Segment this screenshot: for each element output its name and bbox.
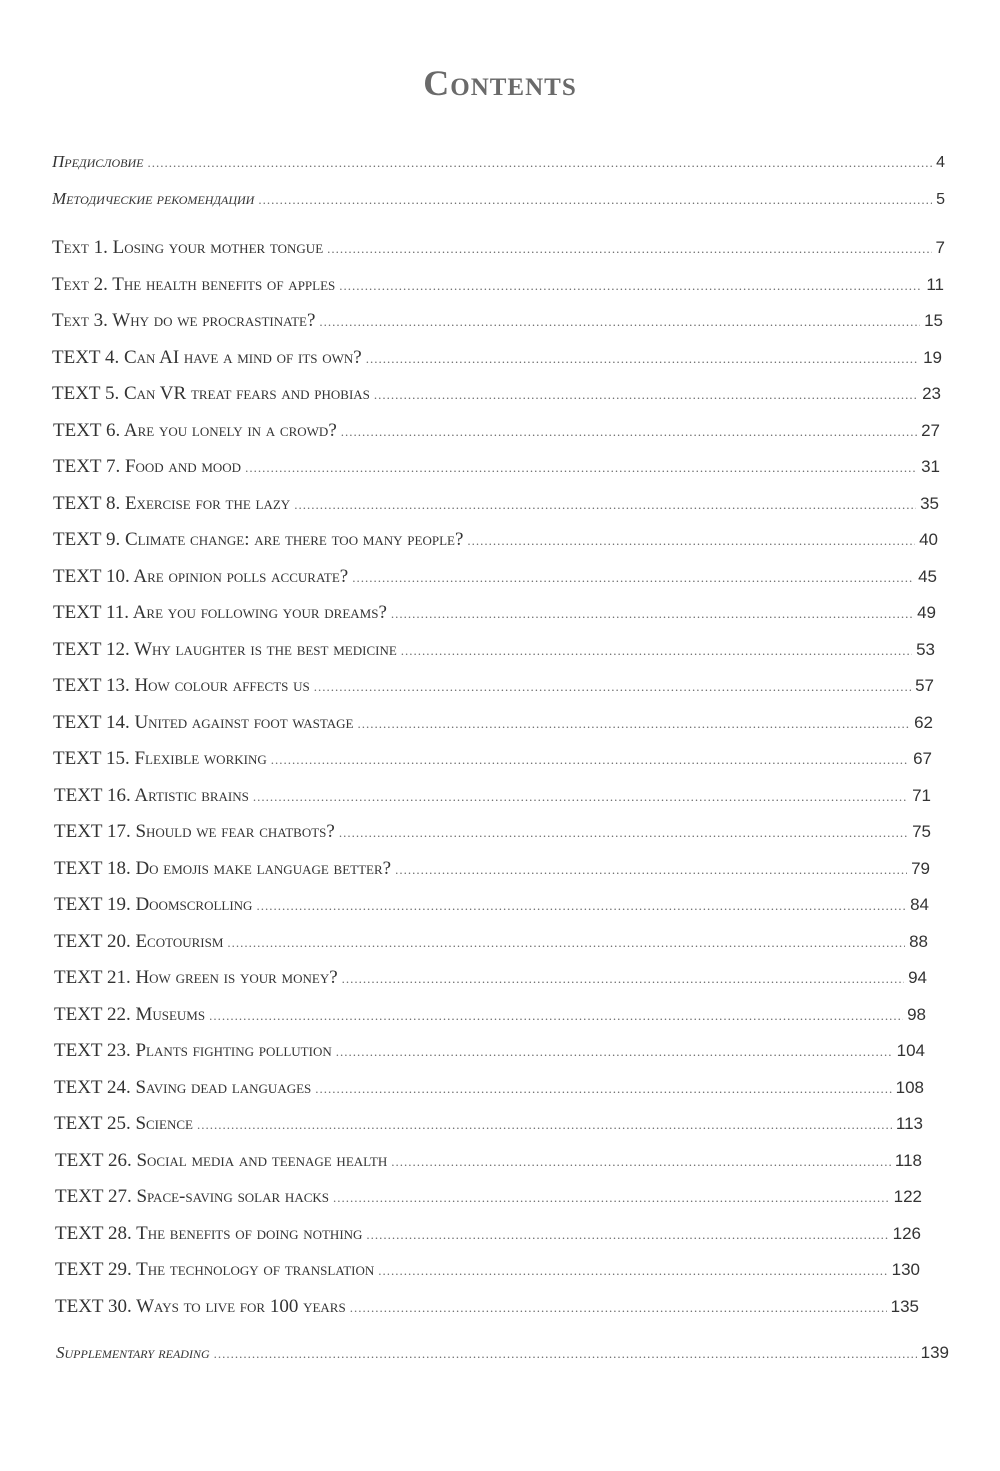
toc-entry[interactable] xyxy=(53,675,934,697)
toc-entry-page: 130 xyxy=(891,1260,920,1279)
dot-leader xyxy=(339,825,908,841)
toc-entry-title: TEXT 19. Doomscrolling xyxy=(54,894,253,915)
toc-entry-page: 98 xyxy=(907,1004,926,1024)
toc-entry-page: 19 xyxy=(923,347,942,367)
toc-entry-title: Supplementary reading xyxy=(56,1343,210,1362)
dot-leader xyxy=(258,192,932,208)
dot-leader xyxy=(341,424,917,440)
toc-entry-page: 23 xyxy=(922,384,941,403)
dot-leader xyxy=(366,351,919,367)
dot-leader xyxy=(395,862,907,878)
toc-entry-title: TEXT 6. Are you lonely in a crowd? xyxy=(53,419,337,441)
toc-entry[interactable] xyxy=(52,152,945,172)
dot-leader xyxy=(327,241,931,257)
toc-entry-page: 88 xyxy=(909,931,928,951)
dot-leader xyxy=(319,314,920,330)
dot-leader xyxy=(294,497,916,513)
toc-entry-page: 84 xyxy=(910,895,929,914)
toc-entry-title: TEXT 26. Social media and teenage health xyxy=(55,1149,388,1171)
toc-entry[interactable] xyxy=(53,748,932,770)
toc-entry[interactable] xyxy=(53,639,935,661)
toc-entry-title: TEXT 24. Saving dead languages xyxy=(54,1076,312,1098)
toc-entry[interactable] xyxy=(55,1150,922,1172)
toc-entry-title: TEXT 25. Science xyxy=(54,1113,193,1134)
toc-entry[interactable] xyxy=(55,1259,920,1281)
toc-entry[interactable] xyxy=(54,858,930,880)
toc-entry-page: 57 xyxy=(915,676,934,695)
toc-entry[interactable] xyxy=(53,456,940,478)
dot-leader xyxy=(401,643,912,659)
toc-entry-page: 49 xyxy=(917,603,936,622)
toc-entry[interactable] xyxy=(56,1343,949,1363)
toc-entry-title: TEXT 15. Flexible working xyxy=(53,748,267,769)
toc-entry-page: 113 xyxy=(895,1114,923,1133)
dot-leader xyxy=(315,1081,891,1097)
toc-entry-page: 75 xyxy=(912,822,931,841)
toc-entry[interactable] xyxy=(52,347,942,369)
toc-entry[interactable] xyxy=(52,310,943,332)
toc-entry-title: TEXT 28. The benefits of doing nothing xyxy=(55,1222,363,1244)
toc-entry[interactable] xyxy=(53,529,938,551)
toc-entry-title: TEXT 8. Exercise for the lazy xyxy=(53,492,291,514)
toc-entry[interactable] xyxy=(53,420,940,442)
toc-entry-title: TEXT 27. Space-saving solar hacks xyxy=(55,1186,329,1207)
toc-entry[interactable] xyxy=(54,967,927,989)
dot-leader xyxy=(374,387,918,403)
dot-leader xyxy=(352,570,914,586)
toc-entry[interactable] xyxy=(52,237,945,259)
toc-entry[interactable] xyxy=(53,712,933,734)
dot-leader xyxy=(342,971,904,987)
toc-entry-title: TEXT 10. Are opinion polls accurate? xyxy=(53,565,349,587)
toc-entry-title: TEXT 17. Should we fear chatbots? xyxy=(54,821,335,842)
toc-entry-page: 31 xyxy=(921,457,940,476)
toc-entry-title: TEXT 11. Are you following your dreams? xyxy=(53,602,387,623)
dot-leader xyxy=(148,155,933,171)
toc-entry-page: 11 xyxy=(926,274,944,294)
toc-entry[interactable] xyxy=(54,1040,925,1062)
toc-entry-title: TEXT 22. Museums xyxy=(54,1003,206,1025)
toc-entry-page: 126 xyxy=(892,1223,921,1243)
toc-entry[interactable] xyxy=(54,1077,924,1099)
dot-leader xyxy=(336,1044,893,1060)
toc-entry-title: TEXT 16. Artistic brains xyxy=(54,784,249,806)
dot-leader xyxy=(391,606,913,622)
dot-leader xyxy=(350,1300,887,1316)
dot-leader xyxy=(339,278,922,294)
dot-leader xyxy=(227,935,905,951)
toc-entry-page: 40 xyxy=(919,530,938,549)
toc-entry[interactable] xyxy=(54,785,931,807)
page-title: Contents xyxy=(423,63,577,103)
toc-entry[interactable] xyxy=(55,1223,921,1245)
toc-entry-page: 27 xyxy=(921,420,940,440)
toc-entry[interactable] xyxy=(55,1186,922,1208)
toc-entry[interactable] xyxy=(52,383,941,405)
toc-entry-page: 35 xyxy=(920,493,939,513)
toc-entry-title: TEXT 18. Do emojis make language better? xyxy=(54,857,392,879)
toc-entry-page: 71 xyxy=(912,785,931,805)
toc-entry-title: TEXT 9. Climate change: are there too many people? xyxy=(53,529,464,550)
toc-entry-title: Методические рекомендации xyxy=(52,189,255,208)
toc-entry[interactable] xyxy=(54,1113,923,1135)
toc-entry[interactable] xyxy=(52,274,944,296)
dot-leader xyxy=(357,716,910,732)
toc-entry-title: TEXT 5. Can VR treat fears and phobias xyxy=(52,383,370,404)
toc-entry-page: 108 xyxy=(895,1077,924,1097)
toc-entry-page: 67 xyxy=(913,749,932,768)
dot-leader xyxy=(271,752,909,768)
toc-entry-title: TEXT 4. Can AI have a mind of its own? xyxy=(52,346,362,368)
toc-entry-title: TEXT 7. Food and mood xyxy=(53,456,242,477)
toc-entry-page: 7 xyxy=(935,238,945,257)
toc-entry-title: TEXT 12. Why laughter is the best medicine xyxy=(53,638,397,660)
toc-entry-page: 104 xyxy=(896,1041,925,1060)
dot-leader xyxy=(253,789,908,805)
dot-leader xyxy=(245,460,917,476)
toc-entry-page: 53 xyxy=(916,639,935,659)
toc-entry[interactable] xyxy=(55,1296,919,1318)
toc-entry-page: 139 xyxy=(920,1343,949,1362)
toc-entry-page: 45 xyxy=(918,566,937,586)
toc-entry[interactable] xyxy=(53,602,936,624)
toc-entry-page: 15 xyxy=(924,311,943,330)
toc-entry-title: Text 3. Why do we procrastinate? xyxy=(52,310,316,331)
dot-leader xyxy=(314,679,911,695)
toc-entry-title: TEXT 13. How colour affects us xyxy=(53,675,310,696)
toc-entry[interactable] xyxy=(53,566,937,588)
toc-entry-page: 79 xyxy=(911,858,930,878)
toc-entry-title: TEXT 20. Ecotourism xyxy=(54,930,224,952)
dot-leader xyxy=(333,1190,890,1206)
toc-entry-page: 4 xyxy=(936,154,945,171)
toc-entry[interactable] xyxy=(52,189,945,209)
dot-leader xyxy=(214,1346,917,1362)
toc-entry-title: TEXT 14. United against foot wastage xyxy=(53,711,354,733)
toc-entry-page: 62 xyxy=(914,712,933,732)
toc-entry-page: 118 xyxy=(894,1150,922,1170)
dot-leader xyxy=(366,1227,888,1243)
dot-leader xyxy=(256,898,906,914)
toc-entry-title: Text 1. Losing your mother tongue xyxy=(52,237,324,258)
toc-entry-title: TEXT 30. Ways to live for 100 years xyxy=(55,1295,346,1317)
dot-leader xyxy=(378,1263,887,1279)
toc-entry-page: 5 xyxy=(936,191,945,208)
dot-leader xyxy=(197,1117,892,1133)
toc-entry-title: Предисловие xyxy=(52,152,144,171)
dot-leader xyxy=(391,1154,891,1170)
toc-entry-title: TEXT 21. How green is your money? xyxy=(54,967,338,988)
toc-entry[interactable] xyxy=(54,894,929,916)
toc-entry-page: 122 xyxy=(893,1187,922,1206)
toc-entry[interactable] xyxy=(54,931,928,953)
toc-entry-page: 135 xyxy=(890,1296,919,1316)
toc-entry[interactable] xyxy=(54,821,931,843)
toc-entry-page: 94 xyxy=(908,968,927,987)
toc-entry-title: Text 2. The health benefits of apples xyxy=(52,273,336,295)
dot-leader xyxy=(467,533,915,549)
toc-entry-title: TEXT 29. The technology of translation xyxy=(55,1259,375,1280)
toc-entry[interactable] xyxy=(54,1004,926,1026)
dot-leader xyxy=(209,1008,903,1024)
toc-entry[interactable] xyxy=(53,493,939,515)
toc-entry-title: TEXT 23. Plants fighting pollution xyxy=(54,1040,332,1061)
